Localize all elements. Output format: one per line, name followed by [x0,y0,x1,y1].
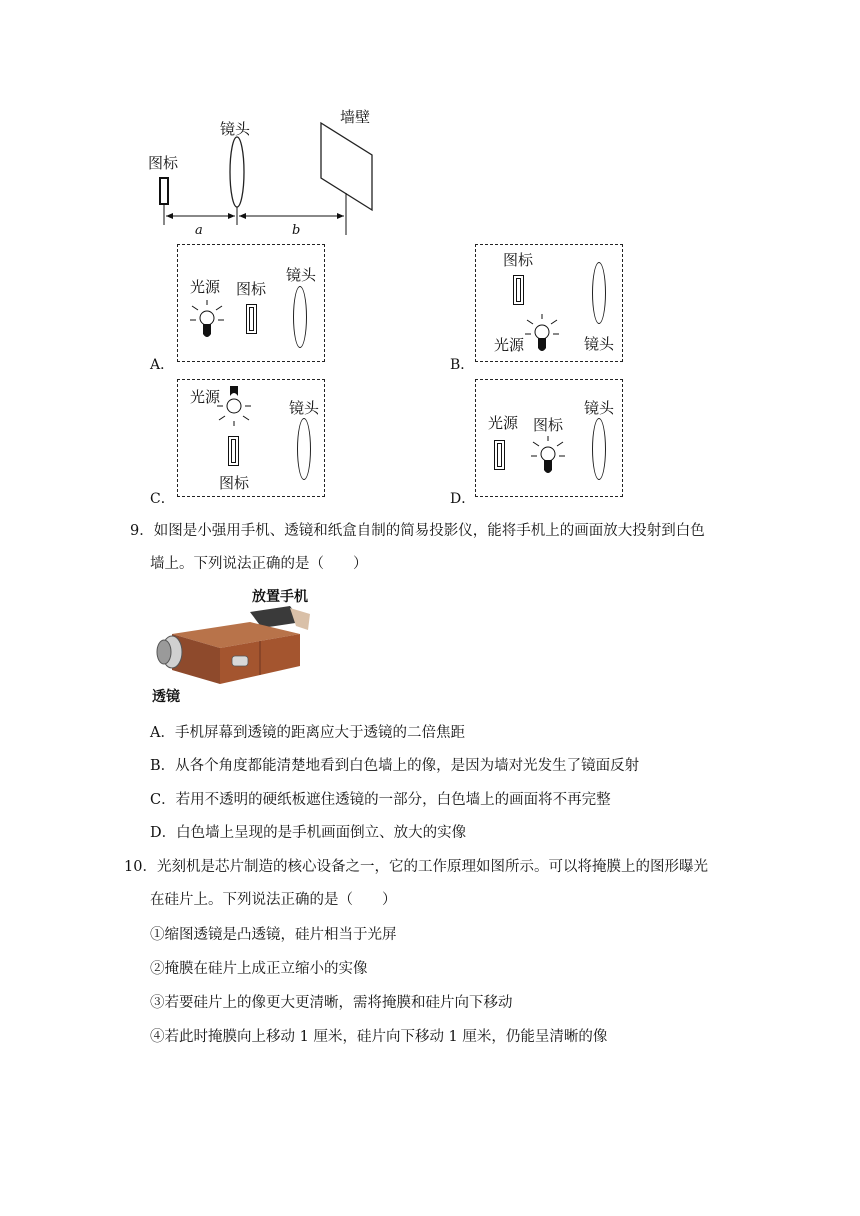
light-bulb-icon [531,436,565,478]
icon-marker [228,436,239,466]
question-text: 在硅片上。下列说法正确的是（ ） [150,892,397,908]
lens-shape [230,137,244,207]
icon-marker [513,275,524,305]
option-c: C．若用不透明的硬纸板遮住透镜的一部分，白色墙上的画面将不再完整 [150,792,611,808]
question-text: 9．如图是小强用手机、透镜和纸盒自制的简易投影仪，能将手机上的画面放大投射到白色 [130,523,705,539]
distance-b: b [292,223,301,238]
lens-shape [592,262,606,324]
distance-a: a [195,223,203,238]
label-lens: 镜头 [286,266,317,284]
lens-shape [293,286,307,348]
label-icon: 图标 [148,154,179,172]
projector-box-image [150,604,320,690]
label-wall: 墙壁 [340,108,371,126]
light-bulb-icon [190,300,224,342]
statement-3: ③若要硅片上的像更大更清晰，需将掩膜和硅片向下移动 [150,995,513,1011]
option-letter: A． [150,357,175,373]
label-icon: 图标 [533,416,564,434]
option-letter: B． [450,357,475,373]
photo-label-phone: 放置手机 [252,589,308,605]
photo-label-lens: 透镜 [152,689,180,705]
lens-shape [297,418,311,480]
label-light: 光源 [190,388,221,406]
label-icon: 图标 [236,280,267,298]
light-bulb-icon [217,386,251,428]
label-icon: 图标 [219,474,250,492]
question-text: 10．光刻机是芯片制造的核心设备之一，它的工作原理如图所示。可以将掩膜上的图形曝光 [124,859,708,875]
label-icon: 图标 [503,251,534,269]
label-light: 光源 [190,278,221,296]
label-lens: 镜头 [289,399,320,417]
option-b: B．从各个角度都能清楚地看到白色墙上的像，是因为墙对光发生了镜面反射 [150,758,640,774]
icon-marker [246,304,257,334]
option-letter: D． [450,491,476,507]
icon-marker [160,178,168,204]
lens-shape [592,418,606,480]
light-bulb-icon [525,314,559,356]
label-light: 光源 [494,336,525,354]
label-lens: 镜头 [584,335,615,353]
statement-2: ②掩膜在硅片上成正立缩小的实像 [150,961,368,977]
option-a: A．手机屏幕到透镜的距离应大于透镜的二倍焦距 [150,725,465,741]
label-light: 光源 [488,414,519,432]
projector-photo [150,584,320,704]
label-lens: 镜头 [584,399,615,417]
label-lens: 镜头 [220,120,251,138]
statement-1: ①缩图透镜是凸透镜，硅片相当于光屏 [150,927,397,943]
projection-diagram [140,115,390,245]
option-d: D．白色墙上呈现的是手机画面倒立、放大的实像 [150,825,467,841]
question-text: 墙上。下列说法正确的是（ ） [150,556,368,572]
statement-4: ④若此时掩膜向上移动 1 厘米，硅片向下移动 1 厘米，仍能呈清晰的像 [150,1029,608,1045]
icon-marker [494,440,505,470]
option-letter: C． [150,491,175,507]
